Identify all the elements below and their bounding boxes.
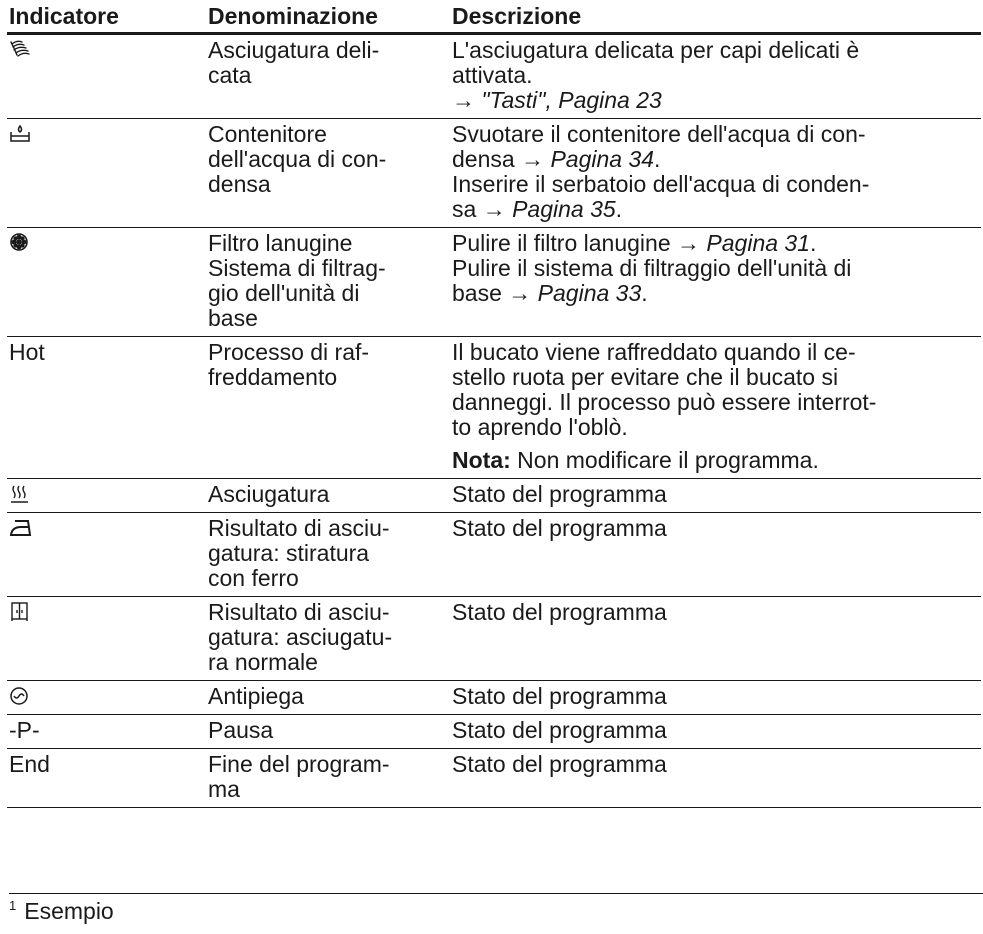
indicator-cell: -P- xyxy=(7,715,206,749)
header-description: Descrizione xyxy=(450,0,981,34)
page-reference-link[interactable]: Pagina 35 xyxy=(512,196,616,222)
header-indicator: Indicatore xyxy=(7,0,206,34)
table-row xyxy=(7,337,981,479)
lint-filter-icon xyxy=(9,231,31,255)
indicator-cell: End xyxy=(7,749,206,808)
indicator-table xyxy=(7,0,981,808)
iron-icon xyxy=(9,516,31,540)
description-cell: Il bucato viene raffreddato quando il ce- stello ruota per evitare che il bucato si danneggi. Il processo può essere interrot- to aprendo l'oblò. Nota: Non modificare il programma. xyxy=(450,337,981,479)
name-cell: Fine del program- ma xyxy=(206,749,450,808)
table-header-row xyxy=(7,0,981,34)
description-cell: Stato del programma xyxy=(450,681,981,715)
page-reference-link[interactable]: Pagina 33 xyxy=(537,280,642,306)
table-row xyxy=(7,228,981,337)
name-cell: Risultato di asciu- gatura: stiratura con ferro xyxy=(206,513,450,597)
indicator-cell xyxy=(7,681,206,715)
name-cell: Antipiega xyxy=(206,681,450,715)
condensate-container-icon xyxy=(9,122,31,146)
table-row xyxy=(7,34,981,119)
drying-icon xyxy=(9,482,31,506)
header-name: Denominazione xyxy=(206,0,450,34)
indicator-cell xyxy=(7,34,206,119)
note: Nota: Non modificare il programma. xyxy=(452,447,819,473)
indicator-cell: Hot xyxy=(7,337,206,479)
name-cell: Processo di raf- freddamento xyxy=(206,337,450,479)
table-row xyxy=(7,681,981,715)
delicate-drying-icon xyxy=(9,38,31,62)
name-cell: Risultato di asciu- gatura: asciugatu- ra normale xyxy=(206,597,450,681)
cupboard-dry-icon xyxy=(9,600,31,624)
indicator-cell xyxy=(7,479,206,513)
description-cell: Stato del programma xyxy=(450,715,981,749)
table-row xyxy=(7,749,981,808)
table-row xyxy=(7,597,981,681)
description-cell: Stato del programma xyxy=(450,513,981,597)
description-cell: Svuotare il contenitore dell'acqua di con- densa → Pagina 34. Inserire il serbatoio dell'acqua di conden- sa → Pagina 35. xyxy=(450,119,981,228)
indicator-cell xyxy=(7,597,206,681)
table-row xyxy=(7,479,981,513)
name-cell: Contenitore dell'acqua di con- densa xyxy=(206,119,450,228)
description-cell: Stato del programma xyxy=(450,597,981,681)
footnote-mark: 1 xyxy=(9,898,17,914)
name-cell: Asciugatura deli- cata xyxy=(206,34,450,119)
footnote xyxy=(9,893,983,925)
description-cell: Stato del programma xyxy=(450,749,981,808)
page-reference-link[interactable]: Pagina 31 xyxy=(706,230,810,256)
name-cell: Filtro lanugine Sistema di filtrag- gio dell'unità di base xyxy=(206,228,450,337)
description-cell: Stato del programma xyxy=(450,479,981,513)
description-cell: Pulire il filtro lanugine → Pagina 31. Pulire il sistema di filtraggio dell'unità di base → Pagina 33. xyxy=(450,228,981,337)
page-reference: → "Tasti", Pagina 23 xyxy=(452,87,662,113)
indicator-cell xyxy=(7,228,206,337)
page-reference-link[interactable]: Pagina 34 xyxy=(550,146,655,172)
name-cell: Pausa xyxy=(206,715,450,749)
footnote-text: Esempio xyxy=(24,898,114,924)
name-cell: Asciugatura xyxy=(206,479,450,513)
table-row xyxy=(7,513,981,597)
indicator-cell xyxy=(7,513,206,597)
indicator-cell xyxy=(7,119,206,228)
table-row xyxy=(7,119,981,228)
anti-crease-icon xyxy=(9,684,31,708)
table-row xyxy=(7,715,981,749)
description-cell: L'asciugatura delicata per capi delicati è attivata. → "Tasti", Pagina 23 xyxy=(450,34,981,119)
page-reference-link[interactable]: "Tasti", Pagina 23 xyxy=(481,87,662,113)
